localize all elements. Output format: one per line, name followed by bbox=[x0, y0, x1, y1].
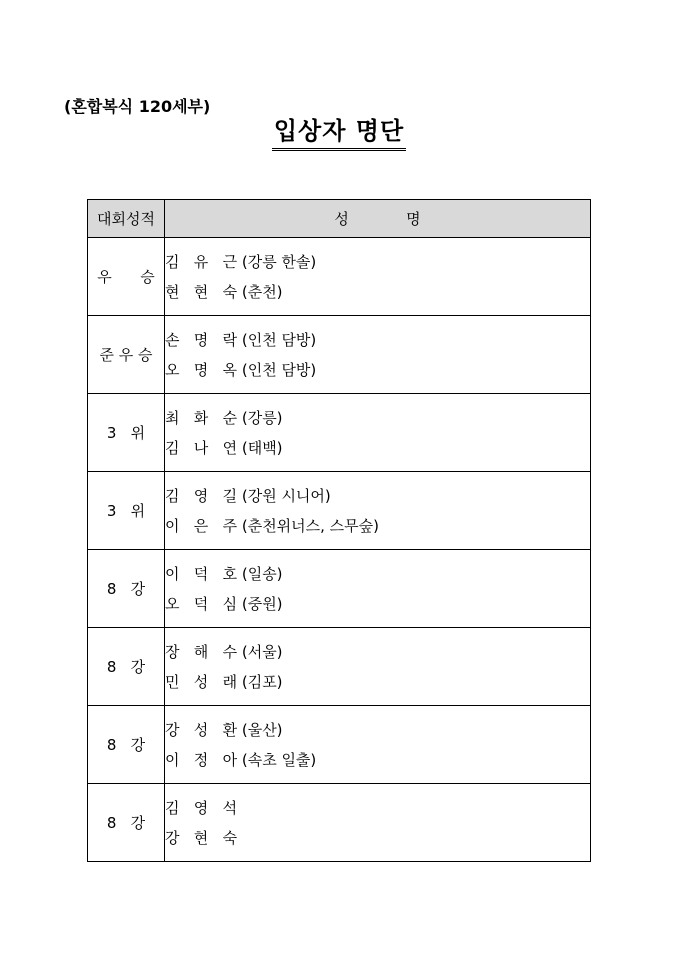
result-cell bbox=[88, 472, 165, 550]
result-text: 우 승 bbox=[97, 268, 155, 286]
names-cell bbox=[165, 628, 591, 706]
player-name: 이 덕 호 (일송) bbox=[165, 564, 283, 583]
result-cell bbox=[88, 784, 165, 862]
player-name: 이 정 아 (속초 일출) bbox=[165, 750, 317, 769]
result-text: 8 강 bbox=[106, 658, 146, 676]
table-row bbox=[88, 238, 591, 316]
names-cell bbox=[165, 238, 591, 316]
title-container bbox=[0, 116, 678, 151]
player-name: 강 성 환 (울산) bbox=[165, 720, 283, 739]
player-name: 손 명 락 (인천 담방) bbox=[165, 330, 317, 349]
names-cell bbox=[165, 706, 591, 784]
result-text: 3 위 bbox=[106, 502, 146, 520]
player-name: 오 명 옥 (인천 담방) bbox=[165, 360, 317, 379]
names-cell bbox=[165, 394, 591, 472]
result-text: 3 위 bbox=[106, 424, 146, 442]
category-label: (혼합복식 120세부) bbox=[64, 97, 211, 116]
player-name: 김 나 연 (태백) bbox=[165, 438, 283, 457]
player-name: 김 유 근 (강릉 한솔) bbox=[165, 252, 317, 271]
table-row bbox=[88, 628, 591, 706]
result-cell bbox=[88, 394, 165, 472]
player-name: 현 현 숙 (춘천) bbox=[165, 282, 283, 301]
document-title: 입상자 명단 bbox=[272, 116, 406, 151]
table-row bbox=[88, 550, 591, 628]
player-name: 강 현 숙 bbox=[165, 828, 238, 847]
result-cell bbox=[88, 316, 165, 394]
table-row bbox=[88, 472, 591, 550]
header-result: 대회성적 bbox=[88, 200, 165, 238]
table-row bbox=[88, 784, 591, 862]
result-cell bbox=[88, 628, 165, 706]
winners-table bbox=[87, 199, 591, 862]
result-cell bbox=[88, 550, 165, 628]
player-name: 김 영 석 bbox=[165, 798, 238, 817]
player-name: 민 성 래 (김포) bbox=[165, 672, 283, 691]
result-text: 8 강 bbox=[106, 580, 146, 598]
header-name: 성 명 bbox=[165, 200, 591, 238]
table-row bbox=[88, 706, 591, 784]
result-cell bbox=[88, 238, 165, 316]
player-name: 김 영 길 (강원 시니어) bbox=[165, 486, 331, 505]
table-row bbox=[88, 316, 591, 394]
result-cell bbox=[88, 706, 165, 784]
names-cell bbox=[165, 784, 591, 862]
player-name: 장 해 수 (서울) bbox=[165, 642, 283, 661]
table-row bbox=[88, 394, 591, 472]
result-text: 8 강 bbox=[106, 736, 146, 754]
names-cell bbox=[165, 550, 591, 628]
player-name: 이 은 주 (춘천위너스, 스무숲) bbox=[165, 516, 380, 535]
table-header-row bbox=[88, 200, 591, 238]
result-text: 8 강 bbox=[106, 814, 146, 832]
player-name: 오 덕 심 (중원) bbox=[165, 594, 283, 613]
result-text: 준 우 승 bbox=[99, 346, 153, 364]
names-cell bbox=[165, 472, 591, 550]
player-name: 최 화 순 (강릉) bbox=[165, 408, 283, 427]
names-cell bbox=[165, 316, 591, 394]
